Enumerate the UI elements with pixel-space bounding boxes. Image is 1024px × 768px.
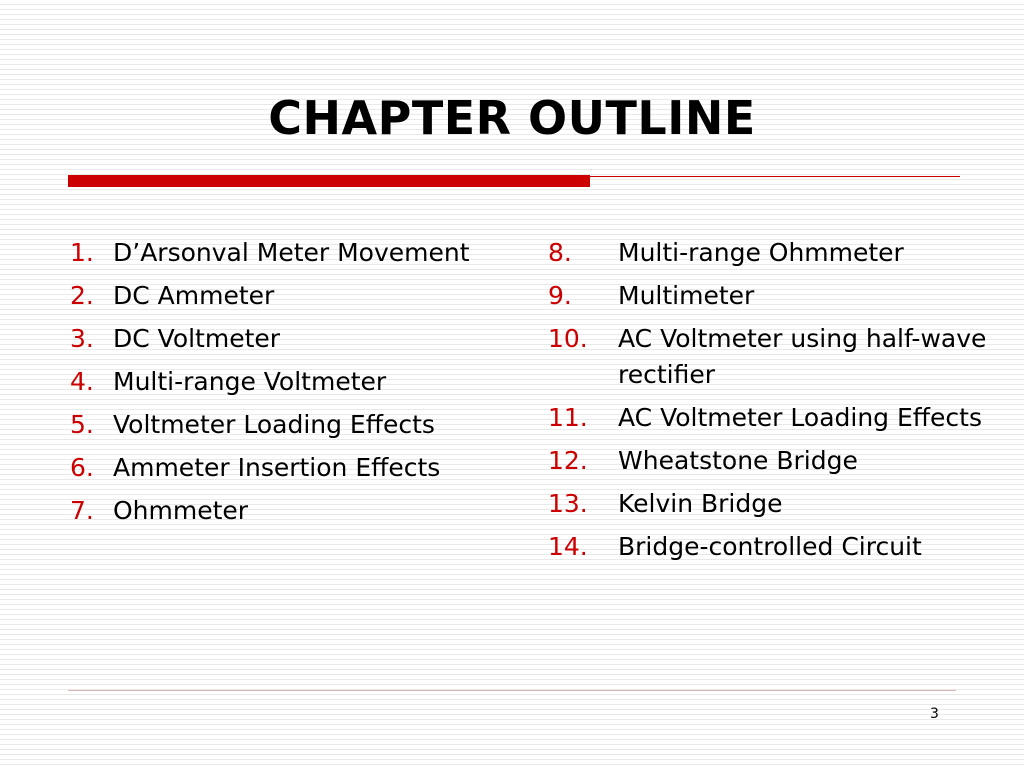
list-item-text: Wheatstone Bridge <box>618 446 858 475</box>
outline-list-left <box>70 235 540 536</box>
list-item-text: Ammeter Insertion Effects <box>113 453 441 482</box>
list-item-number: 2. <box>70 281 94 310</box>
list-item <box>548 486 988 522</box>
list-item-number: 1. <box>70 238 94 267</box>
list-item-text: Multi-range Ohmmeter <box>618 238 904 267</box>
list-item-number: 4. <box>70 367 94 396</box>
list-item <box>70 235 540 271</box>
list-item <box>548 278 988 314</box>
list-item-number: 3. <box>70 324 94 353</box>
page-number: 3 <box>930 706 939 722</box>
list-item-number: 11. <box>548 403 588 432</box>
title-underline-thick <box>68 175 590 187</box>
list-item <box>70 450 540 486</box>
list-item <box>70 321 540 357</box>
outline-list-right <box>548 235 988 572</box>
list-item-number: 6. <box>70 453 94 482</box>
list-item-text: Ohmmeter <box>113 496 249 525</box>
list-item-text: AC Voltmeter using half-wave rectifier <box>618 324 987 389</box>
list-item-number: 9. <box>548 281 572 310</box>
list-item-number: 5. <box>70 410 94 439</box>
list-item <box>70 493 540 529</box>
list-item-text: DC Ammeter <box>113 281 275 310</box>
list-item-number: 7. <box>70 496 94 525</box>
list-item-text: DC Voltmeter <box>113 324 281 353</box>
list-item-text: Multimeter <box>618 281 755 310</box>
list-item-text: AC Voltmeter Loading Effects <box>618 403 982 432</box>
list-item <box>548 443 988 479</box>
list-item <box>548 400 988 436</box>
slide-title: CHAPTER OUTLINE <box>268 91 756 145</box>
title-underline-thin <box>590 176 960 177</box>
footer-divider <box>68 690 956 691</box>
list-item <box>70 407 540 443</box>
list-item <box>548 235 988 271</box>
list-item <box>548 321 988 393</box>
list-item-number: 8. <box>548 238 572 267</box>
list-item-text: Kelvin Bridge <box>618 489 783 518</box>
list-item <box>548 529 988 565</box>
list-item-number: 13. <box>548 489 588 518</box>
list-item-number: 12. <box>548 446 588 475</box>
list-item-text: Bridge-controlled Circuit <box>618 532 922 561</box>
list-item-text: Voltmeter Loading Effects <box>113 410 435 439</box>
list-item <box>70 278 540 314</box>
list-item-text: D’Arsonval Meter Movement <box>113 238 470 267</box>
list-item <box>70 364 540 400</box>
list-item-text: Multi-range Voltmeter <box>113 367 387 396</box>
list-item-number: 10. <box>548 324 588 353</box>
list-item-number: 14. <box>548 532 588 561</box>
